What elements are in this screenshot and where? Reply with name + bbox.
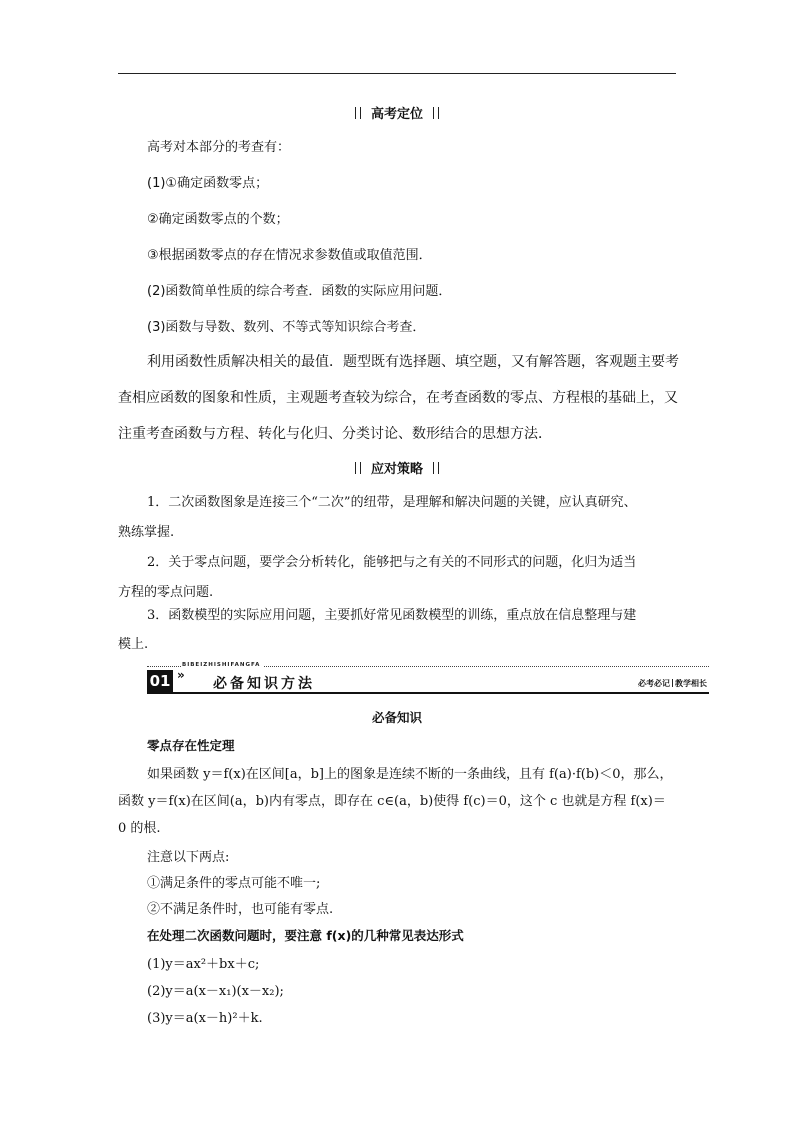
line-item-4: (2)函数简单性质的综合考查．函数的实际应用问题． — [147, 284, 452, 299]
line-item-5: (3)函数与导数、数列、不等式等知识综合考查． — [147, 320, 426, 335]
section-title-text: 应对策略 — [370, 462, 423, 477]
strategy-2a: 2．关于零点问题，要学会分析转化，能够把与之有关的不同形式的问题，化归为适当 — [147, 555, 637, 570]
section-banner — [147, 662, 709, 694]
note-intro: 注意以下两点: — [147, 850, 230, 865]
banner-tag-separator — [672, 679, 673, 687]
theorem-line-3: 0 的根. — [118, 821, 161, 836]
banner-right-tags — [638, 678, 707, 689]
para-line-1: 利用函数性质解决相关的最值．题型既有选择题、填空题，又有解答题，客观题主要考 — [147, 354, 679, 370]
title-bar-left — [355, 107, 361, 119]
section-title-strategy — [0, 458, 794, 477]
theorem-line-1: 如果函数 y＝f(x)在区间[a，b]上的图象是连续不断的一条曲线，且有 f(a)·f(b)＜0，那么， — [147, 767, 673, 782]
banner-title: 必备知识方法 — [213, 676, 315, 692]
form-2: (2)y＝a(x－x₁)(x－x₂); — [147, 984, 284, 999]
knowledge-heading: 必备知识 — [371, 710, 422, 725]
line-item-3: ③根据函数零点的存在情况求参数值或取值范围． — [147, 248, 432, 263]
strategy-3b: 模上. — [118, 637, 149, 652]
banner-tag-right: 教学相长 — [675, 679, 707, 688]
top-rule — [118, 73, 676, 74]
section-title-text: 高考定位 — [370, 107, 423, 122]
strategy-1b: 熟练掌握. — [118, 525, 175, 540]
banner-tag-left: 必考必记 — [638, 679, 670, 688]
line-intro: 高考对本部分的考查有： — [147, 140, 291, 155]
knowledge-subheading-2: 在处理二次函数问题时，要注意 f(x)的几种常见表达形式 — [147, 928, 464, 943]
banner-bottom-rule — [147, 692, 709, 694]
line-item-2: ②确定函数零点的个数； — [147, 212, 289, 227]
title-bar-right — [433, 462, 439, 474]
section-title-gaokao — [0, 103, 794, 122]
theorem-line-2: 函数 y＝f(x)在区间(a，b)内有零点，即存在 c∈(a，b)使得 f(c)＝0，这个 c 也就是方程 f(x)＝ — [118, 794, 666, 809]
line-item-1: (1)①确定函数零点； — [147, 176, 269, 191]
knowledge-subheading-1: 零点存在性定理 — [147, 738, 235, 753]
form-1: (1)y＝ax²＋bx＋c; — [147, 957, 260, 972]
title-bar-left — [355, 462, 361, 474]
note-1: ①满足条件的零点可能不唯一; — [147, 876, 321, 891]
para-line-3: 注重考查函数与方程、转化与化归、分类讨论、数形结合的思想方法． — [118, 426, 552, 442]
strategy-3a: 3．函数模型的实际应用问题，主要抓好常见函数模型的训练，重点放在信息整理与建 — [147, 608, 637, 623]
strategy-2b: 方程的零点问题. — [118, 585, 214, 600]
banner-number: 01 — [147, 670, 173, 692]
double-chevron-icon: » — [177, 668, 185, 682]
banner-pinyin: BIBEIZHISHIFANGFA — [182, 662, 263, 668]
note-2: ②不满足条件时，也可能有零点. — [147, 902, 334, 917]
para-line-2: 查相应函数的图象和性质，主观题考查较为综合，在考查函数的零点、方程根的基础上，又 — [118, 390, 678, 406]
title-bar-right — [433, 107, 439, 119]
form-3: (3)y＝a(x－h)²＋k. — [147, 1011, 263, 1026]
strategy-1a: 1．二次函数图象是连接三个“二次”的纽带，是理解和解决问题的关键，应认真研究、 — [147, 495, 637, 510]
